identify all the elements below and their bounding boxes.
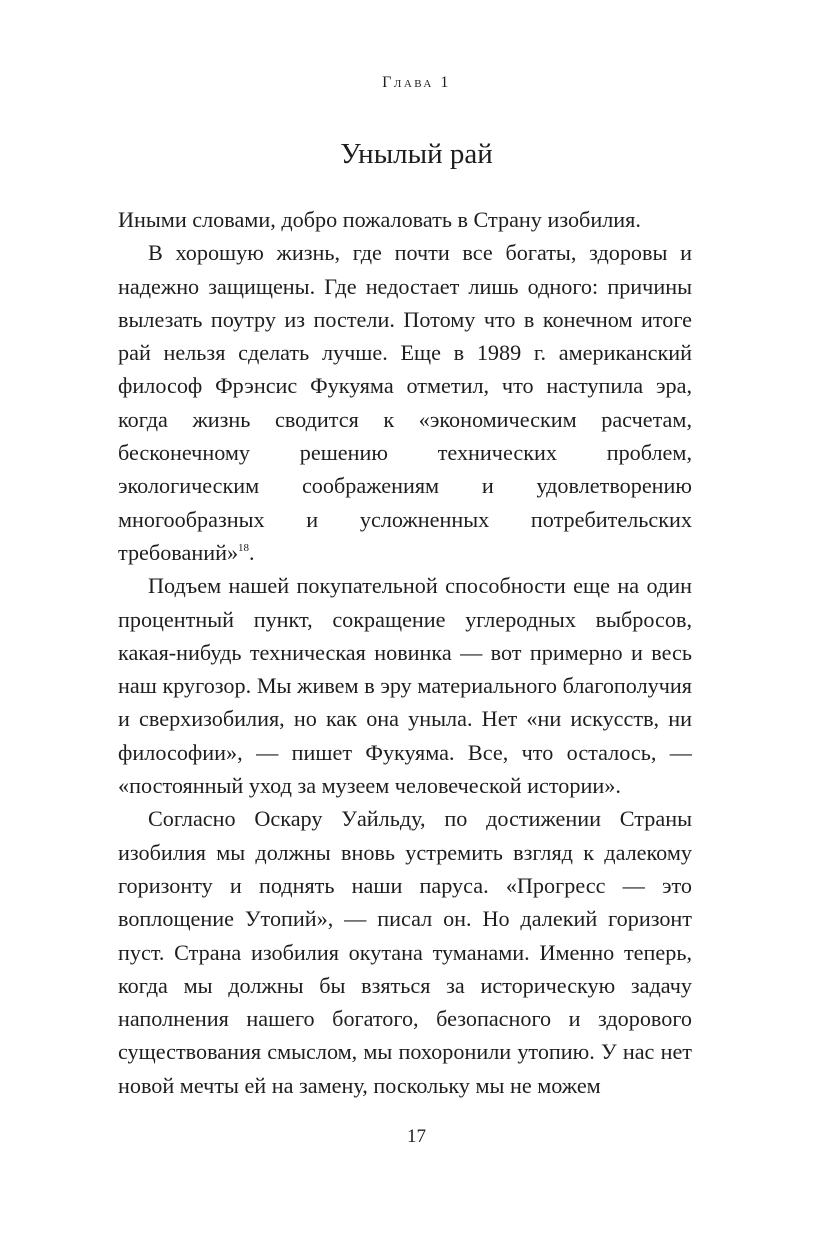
running-head: Глава 1 — [382, 74, 451, 91]
paragraph-2-tail: . — [249, 539, 255, 565]
page-number: 17 — [407, 1126, 426, 1147]
paragraph-4-text: Согласно Оскару Уайльду, по достижении Страны изобилия мы должны вновь устремить взгляд к далекому горизонту и поднять наши паруса. «Прогресс — это воплощение Утопий», — писал он. Но далекий горизонт пуст. Страна изобилия окутана туманами. Именно теперь, когда мы должны бы взяться за историческую задачу наполнения нашего богатого, безопасного и здорового существования смыслом, мы похоронили утопию. У нас нет новой мечты ей на замену, поскольку мы не можем — [118, 806, 692, 1098]
paragraph-3-text: Подъем нашей покупательной способности еще на один процентный пункт, сокращение углеродных выбросов, какая-нибудь техническая новинка — вот примерно и весь наш кругозор. Мы живем в эру материального благополучия и сверхизобилия, но как она уныла. Нет «ни искусств, ни философии», — пишет Фукуяма. Все, что осталось, — «постоянный уход за музеем человеческой истории». — [118, 573, 692, 799]
paragraph-3 — [118, 569, 692, 802]
paragraph-1 — [118, 203, 692, 236]
paragraph-2 — [118, 236, 692, 569]
chapter-title: Унылый рай — [340, 138, 493, 170]
paragraph-2-text: В хорошую жизнь, где почти все богаты, здоровы и надежно защищены. Где недостает лишь одного: причины вылезать поутру из постели. Потому что в конечном итоге рай нельзя сделать лучше. Еще в 1989 г. американский философ Фрэнсис Фукуяма отметил, что наступила эра, когда жизнь сводится к «экономическим расчетам, бесконечному решению технических проблем, экологическим соображениям и удовлетворению многообразных и усложненных потребительских требований» — [118, 240, 692, 565]
body-text — [118, 203, 692, 1102]
paragraph-1-text: Иными словами, добро пожаловать в Страну изобилия. — [118, 207, 641, 232]
paragraph-4 — [118, 802, 692, 1102]
footnote-marker[interactable]: 18 — [238, 542, 250, 555]
